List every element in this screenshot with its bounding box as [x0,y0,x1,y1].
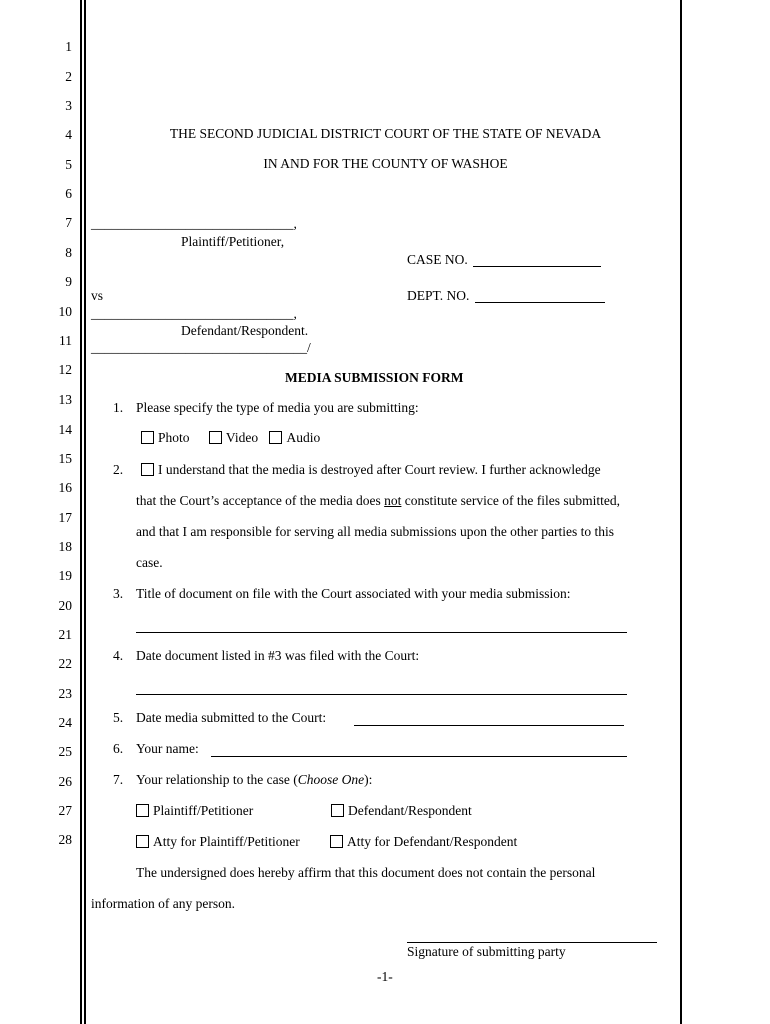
q4-number: 4. [113,648,124,663]
line-number: 12 [58,362,72,377]
atty-defendant-checkbox[interactable] [330,835,343,848]
plaintiff-name-field[interactable]: ______________________________, [91,216,297,231]
page-number: -1- [377,969,393,984]
q5-text: Date media submitted to the Court: [136,710,327,725]
line-number: 10 [58,304,72,319]
q2-number: 2. [113,462,124,477]
audio-label: Audio [286,430,321,445]
plaintiff-label: Plaintiff/Petitioner, [181,234,285,249]
option-defendant: Defendant/Respondent [331,803,472,819]
line-number: 26 [58,774,72,789]
submitted-date-field[interactable] [354,725,624,726]
line-number: 14 [58,422,72,437]
q4-text: Date document listed in #3 was filed with the Court: [136,648,420,663]
left-margin-rule [80,0,82,1024]
q3-number: 3. [113,586,124,601]
q2-line2: that the Court’s acceptance of the media does not constitute service of the files submitted, [136,493,620,508]
line-number: 7 [65,215,72,230]
media-type-options [141,430,320,446]
q2-line4: case. [136,555,163,570]
case-no-label: CASE NO. [407,252,599,268]
defendant-name-field[interactable]: ______________________________, [91,306,297,321]
county-title: IN AND FOR THE COUNTY OF WASHOE [263,156,508,171]
option-atty-plaintiff: Atty for Plaintiff/Petitioner [136,834,300,850]
line-number: 15 [58,451,72,466]
affirmation-line1: The undersigned does hereby affirm that this document does not contain the personal [136,865,596,880]
line-number: 17 [58,510,72,525]
dept-no-label: DEPT. NO. [407,288,603,304]
line-number: 4 [65,127,72,142]
line-number: 6 [65,186,72,201]
line-number: 27 [58,803,72,818]
line-number: 24 [58,715,72,730]
line-number: 19 [58,568,72,583]
line-number: 22 [58,656,72,671]
vs-label: vs [91,288,104,303]
line-number: 3 [65,98,72,113]
photo-label: Photo [158,430,190,445]
line-number: 20 [58,598,72,613]
q6-number: 6. [113,741,124,756]
line-number: 25 [58,744,72,759]
line-number: 9 [65,274,72,289]
acknowledge-checkbox[interactable] [141,463,154,476]
document-title-field[interactable] [136,632,627,633]
q2-line1-text: I understand that the media is destroyed after Court review. I further acknowledge [158,462,601,477]
caption-closing-line: ________________________________/ [91,340,311,355]
defendant-label: Defendant/Respondent. [181,323,309,338]
audio-checkbox[interactable] [269,431,282,444]
photo-checkbox[interactable] [141,431,154,444]
q1-text: Please specify the type of media you are submitting: [136,400,419,415]
q7-number: 7. [113,772,124,787]
q1-number: 1. [113,400,124,415]
line-number: 11 [59,333,72,348]
video-checkbox[interactable] [209,431,222,444]
line-number: 23 [58,686,72,701]
q3-text: Title of document on file with the Court associated with your media submission: [136,586,571,601]
your-name-field[interactable] [211,756,627,757]
plaintiff-checkbox[interactable] [136,804,149,817]
not-emphasis: not [384,493,402,508]
line-number: 28 [58,832,72,847]
line-number: 5 [65,157,72,172]
dept-no-field[interactable] [475,302,605,303]
option-atty-defendant: Atty for Defendant/Respondent [330,834,517,850]
line-number: 1 [65,39,72,54]
affirmation-line2: information of any person. [91,896,235,911]
line-number: 21 [58,627,72,642]
q2-line3: and that I am responsible for serving all media submissions upon the other parties to this [136,524,615,539]
signature-label: Signature of submitting party [407,944,566,959]
q7-text: Your relationship to the case (Choose One): [136,772,373,787]
q6-text: Your name: [136,741,199,756]
court-title: THE SECOND JUDICIAL DISTRICT COURT OF THE STATE OF NEVADA [169,126,602,141]
video-label: Video [225,430,259,445]
line-number: 18 [58,539,72,554]
defendant-checkbox[interactable] [331,804,344,817]
right-margin-rule [680,0,682,1024]
q2-line1 [141,462,601,478]
line-number: 8 [65,245,72,260]
signature-field[interactable] [407,942,657,943]
left-margin-rule-inner [84,0,86,1024]
option-plaintiff: Plaintiff/Petitioner [136,803,253,819]
atty-plaintiff-checkbox[interactable] [136,835,149,848]
line-number: 16 [58,480,72,495]
line-number: 13 [58,392,72,407]
filed-date-field[interactable] [136,694,627,695]
q5-number: 5. [113,710,124,725]
case-no-field[interactable] [473,266,601,267]
form-title: MEDIA SUBMISSION FORM [285,370,464,385]
line-number: 2 [65,69,72,84]
